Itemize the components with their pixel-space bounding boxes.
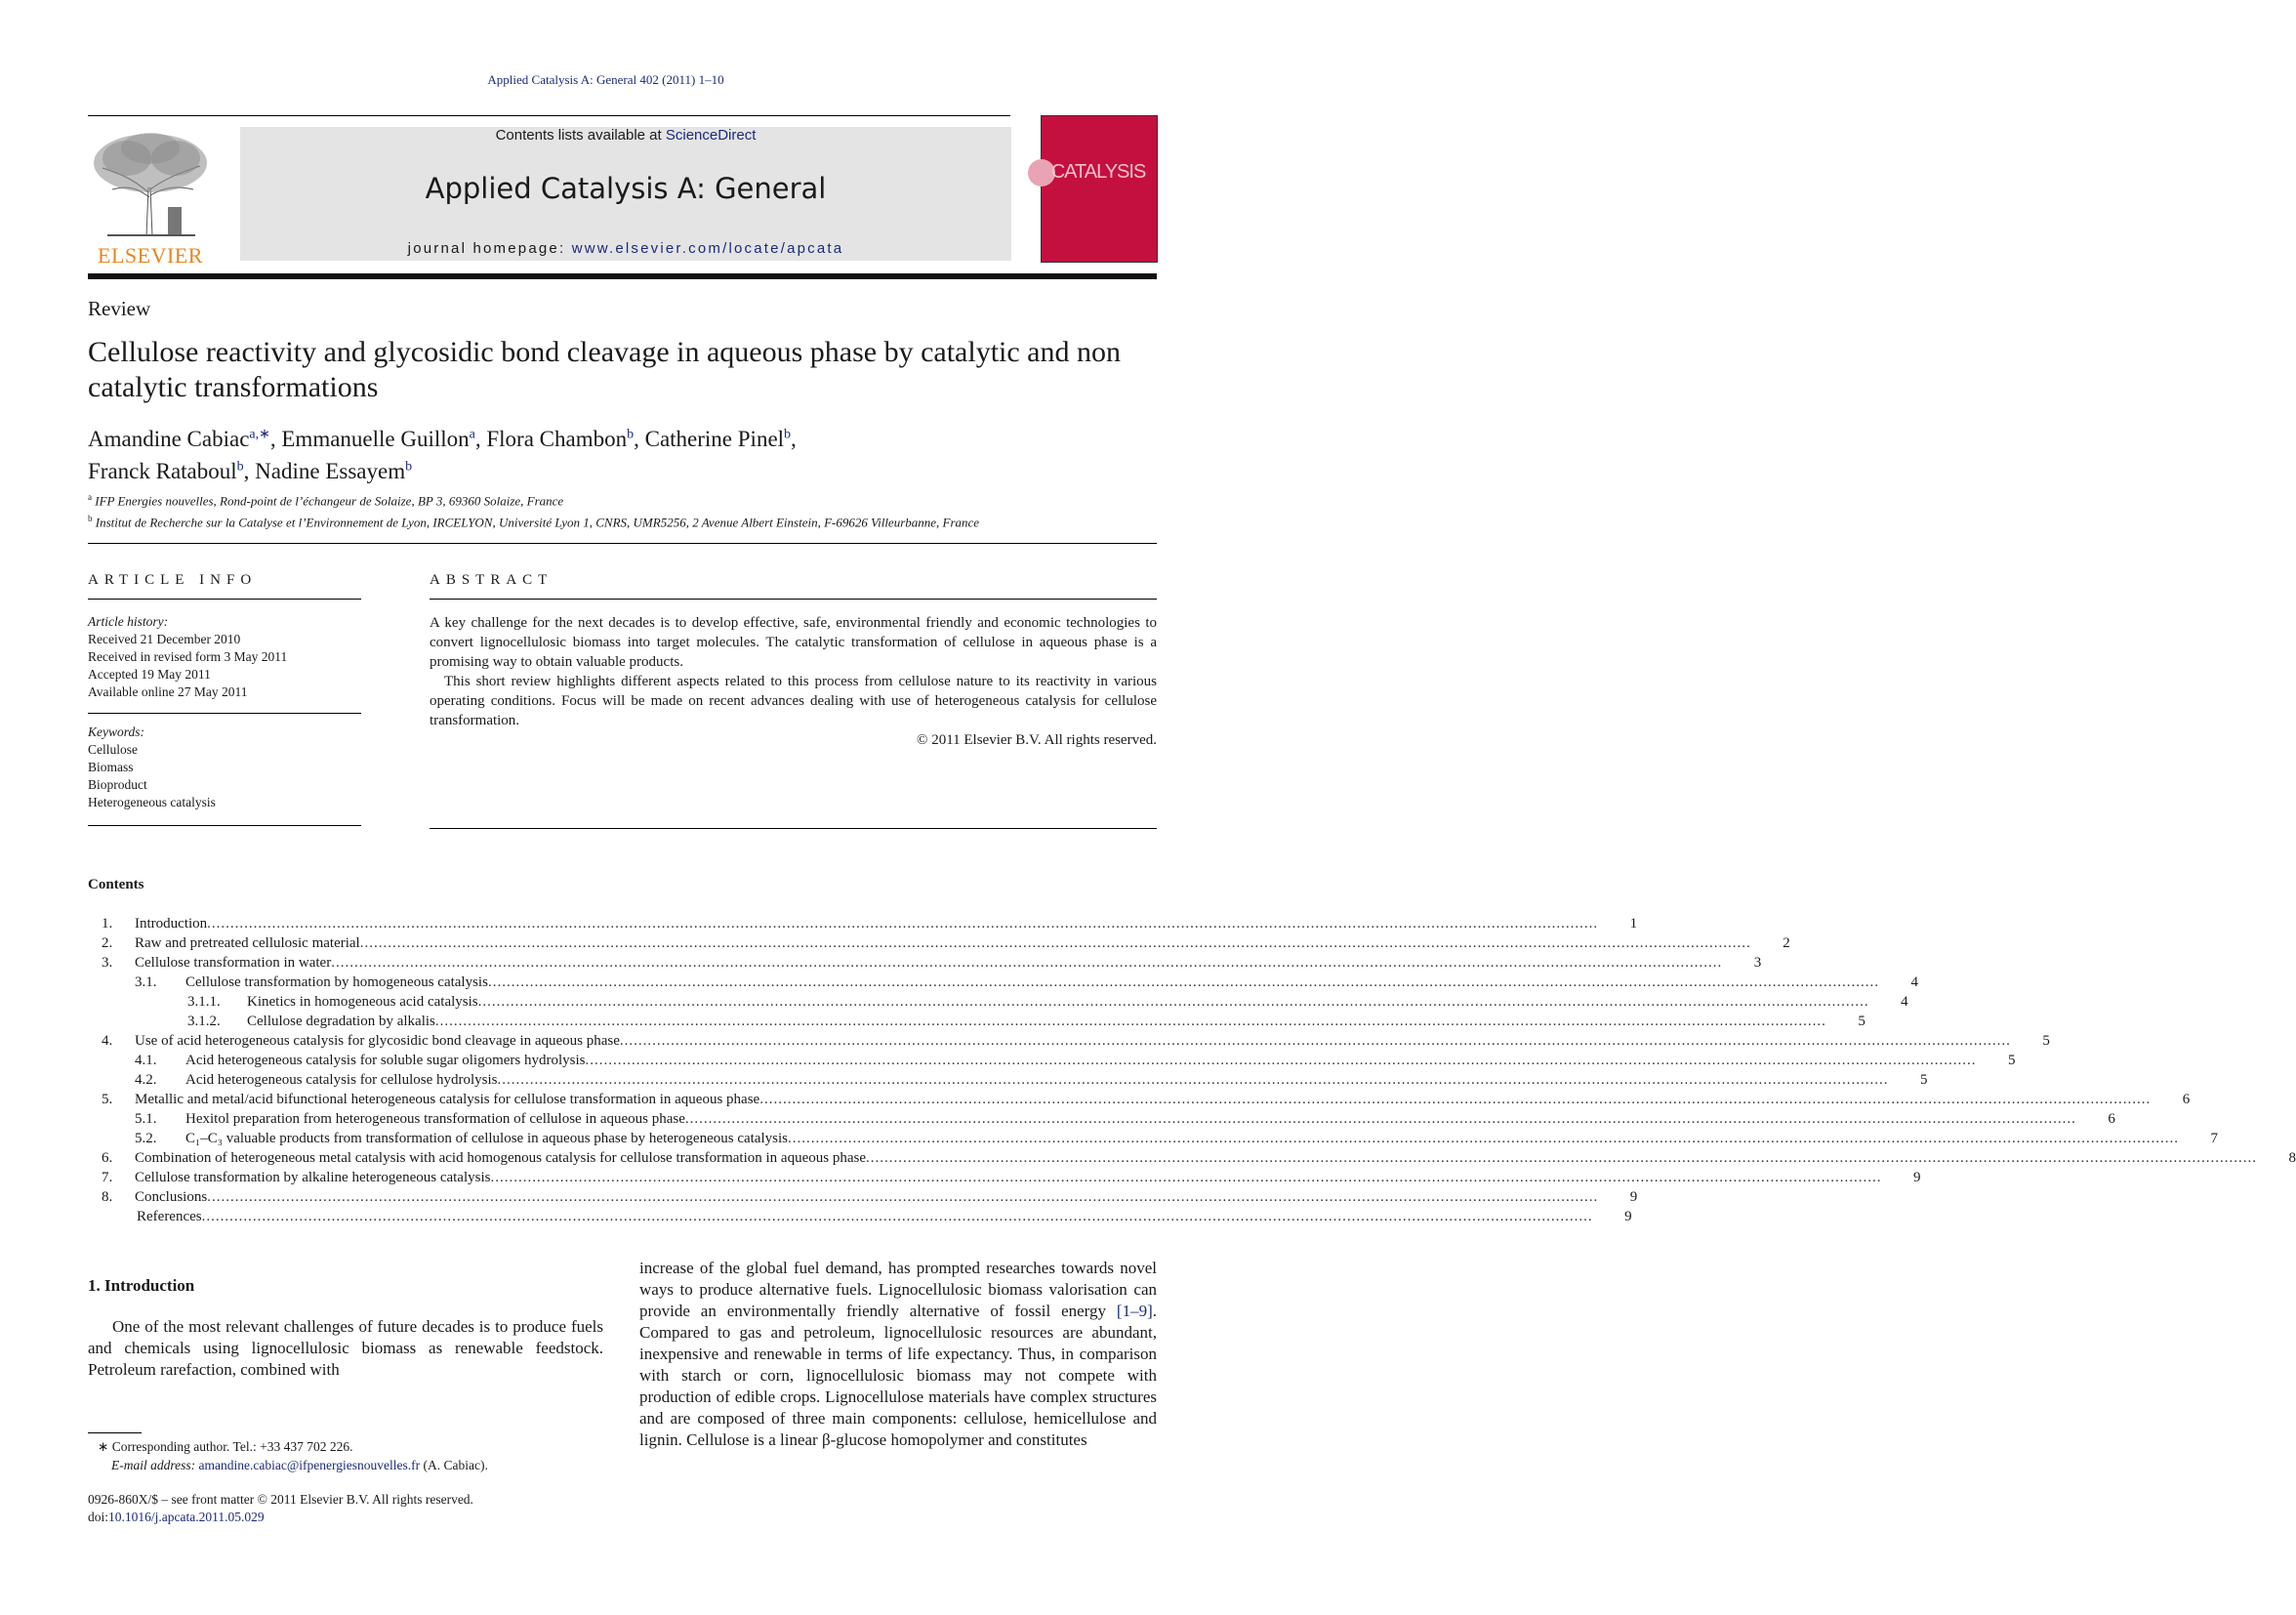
toc-number: 3.1.1. <box>187 994 221 1010</box>
toc-page: 5 <box>2008 1053 2016 1068</box>
toc-title: Introduction <box>135 916 208 932</box>
toc-entry[interactable] <box>88 1092 2191 1111</box>
table-of-contents <box>88 916 2296 1228</box>
toc-page: 5 <box>1920 1072 1928 1088</box>
toc-leader: ............................................................................................................................................................................................................................................................................................................ <box>497 1072 1889 1088</box>
journal-title: Applied Catalysis A: General <box>425 172 827 205</box>
footnote-email: E-mail address: amandine.cabiac@ifpenergiesnouvelles.fr (A. Cabiac). <box>111 1458 488 1472</box>
author: Nadine Essayem$^b$ <box>255 459 413 484</box>
journal-cover-image[interactable] <box>1041 115 1158 263</box>
author-affiliation-link[interactable]: a <box>469 427 475 441</box>
section-heading: 1. Introduction <box>88 1276 195 1295</box>
keyword: Biomass <box>88 760 134 774</box>
toc-page: 8 <box>2288 1150 2296 1166</box>
toc-leader: ............................................................................................................................................................................................................................................................................................................ <box>619 1033 2011 1049</box>
contents-availability <box>240 127 1011 144</box>
toc-entry[interactable] <box>88 935 1790 955</box>
toc-entry[interactable] <box>88 1170 1921 1189</box>
front-matter <box>88 1491 473 1526</box>
elsevier-logo[interactable] <box>88 129 213 266</box>
author: Catherine Pinel$^b$, <box>644 426 797 451</box>
abstract-body <box>430 613 1157 750</box>
toc-leader: ............................................................................................................................................................................................................................................................................................................ <box>585 1053 1977 1068</box>
history-label: Article history: <box>88 614 169 629</box>
toc-entry[interactable] <box>88 994 1908 1014</box>
toc-leader: ............................................................................................................................................................................................................................................................................................................ <box>865 1150 2257 1166</box>
toc-title: Conclusions <box>135 1189 208 1205</box>
toc-page: 7 <box>2210 1131 2218 1146</box>
keyword: Cellulose <box>88 742 138 757</box>
toc-leader: ............................................................................................................................................................................................................................................................................................................ <box>359 935 1751 951</box>
toc-page: 5 <box>1858 1014 1866 1029</box>
cover-title: CATALYSIS <box>1050 161 1146 183</box>
affiliation-b: $^b$ Institut de Recherche sur la Catalyse et l’Environnement de Lyon, IRCELYON, Université Lyon 1, CNRS, UMR5256, 2 Avenue Albert Einstein, F-69626 Villeurbanne, France <box>88 514 980 530</box>
toc-page: 9 <box>1912 1170 1921 1185</box>
toc-number: 8. <box>102 1189 113 1205</box>
doi-line: doi:10.1016/j.apcata.2011.05.029 <box>88 1510 265 1524</box>
toc-title: Acid heterogeneous catalysis for cellulose hydrolysis <box>185 1072 498 1088</box>
toc-page: 9 <box>1624 1209 1632 1224</box>
toc-entry[interactable] <box>88 974 1918 994</box>
toc-title: Cellulose transformation in water <box>135 955 332 971</box>
sciencedirect-link[interactable]: ScienceDirect <box>665 127 757 144</box>
toc-entry[interactable] <box>88 955 1762 974</box>
elsevier-tree-icon <box>88 129 213 238</box>
article-type: Review <box>88 297 151 320</box>
toc-entry[interactable] <box>88 1014 1866 1033</box>
toc-page: 4 <box>1910 974 1918 990</box>
toc-entry[interactable] <box>88 1189 1638 1209</box>
header-rule <box>88 115 1010 116</box>
divider <box>88 599 361 600</box>
toc-number: 6. <box>102 1150 113 1166</box>
journal-citation[interactable]: Applied Catalysis A: General 402 (2011) 1–10 <box>487 72 724 87</box>
keyword: Heterogeneous catalysis <box>88 795 216 809</box>
toc-page: 6 <box>2108 1111 2115 1127</box>
keywords-label: Keywords: <box>88 725 144 739</box>
journal-banner <box>240 127 1011 261</box>
doi-link[interactable]: 10.1016/j.apcata.2011.05.029 <box>108 1510 265 1524</box>
toc-leader: ............................................................................................................................................................................................................................................................................................................ <box>759 1092 2152 1107</box>
history-item: Available online 27 May 2011 <box>88 684 248 699</box>
author: Emmanuelle Guillon$^a$, <box>281 426 487 451</box>
toc-title: Use of acid heterogeneous catalysis for glycosidic bond cleavage in aqueous phase <box>135 1033 620 1049</box>
toc-title: Metallic and metal/acid bifunctional heterogeneous catalysis for cellulose transformation in aqueous phase <box>135 1092 760 1107</box>
toc-title: Combination of heterogeneous metal catalysis with acid homogenous catalysis for cellulose transformation in aqueous phase <box>135 1150 866 1166</box>
author: Amandine Cabiac$^{a,∗}$, <box>88 426 282 451</box>
toc-page: 6 <box>2182 1092 2191 1107</box>
reference-link[interactable]: [1–9] <box>1116 1302 1153 1320</box>
toc-title: Cellulose transformation by alkaline heterogeneous catalysis <box>135 1170 491 1185</box>
toc-number: 1. <box>102 916 113 932</box>
body-paragraph: increase of the global fuel demand, has prompted researches towards novel ways to produce alternative fuels. Lignocellulosic biomass valorisation can provide an environmentally friendly alternative of fossil energy [1–9]. Compared to gas and petroleum, lignocellulosic resources are abundant, inexpensive and renewable in terms of life expectancy. Thus, in comparison with starch or corn, lignocellulosic biomass may not compete with production of edible crops. Lignocellulose materials have complex structures and are composed of three main components: cellulose, hemicellulose and lignin. Cellulose is a linear β-glucose homopolymer and constitutes <box>639 1259 1157 1449</box>
toc-page: 9 <box>1629 1189 1638 1205</box>
toc-title: Cellulose degradation by alkalis <box>247 1014 435 1029</box>
toc-entry[interactable] <box>88 1209 1632 1228</box>
divider <box>430 599 1157 600</box>
contents-heading: Contents <box>88 877 144 892</box>
author: Flora Chambon$^b$, <box>486 426 645 451</box>
toc-entry[interactable] <box>88 1111 2115 1131</box>
toc-page: 2 <box>1783 935 1790 951</box>
homepage-prefix: journal homepage: <box>407 240 572 257</box>
toc-number: 4.1. <box>135 1053 157 1068</box>
toc-number: 5.1. <box>135 1111 157 1127</box>
toc-entry[interactable] <box>88 1131 2218 1150</box>
toc-title: Cellulose transformation by homogeneous catalysis <box>185 974 488 990</box>
toc-number: 2. <box>102 935 113 951</box>
toc-entry[interactable] <box>88 916 1638 935</box>
toc-number: 5.2. <box>135 1131 157 1146</box>
toc-leader: ............................................................................................................................................................................................................................................................................................................ <box>201 1209 1593 1224</box>
email-link[interactable]: amandine.cabiac@ifpenergiesnouvelles.fr <box>198 1458 421 1472</box>
toc-leader: ............................................................................................................................................................................................................................................................................................................ <box>684 1111 2076 1127</box>
article-title: Cellulose reactivity and glycosidic bond cleavage in aqueous phase by catalytic and non catalytic transformations <box>88 336 1121 403</box>
toc-title: C₁–C₃ valuable products from transformation of cellulose in aqueous phase by heterogeneous catalysis <box>185 1131 788 1146</box>
toc-leader: ............................................................................................................................................................................................................................................................................................................ <box>207 1189 1599 1205</box>
abstract-paragraph: This short review highlights different aspects related to this process from cellulose nature to its reactivity in various operating conditions. Focus will be made on recent advances dealing with use of heterogeneous catalysis for cellulose transformation. <box>430 674 1157 728</box>
toc-entry[interactable] <box>88 1072 1928 1092</box>
toc-title: Raw and pretreated cellulosic material <box>135 935 360 951</box>
affiliations <box>88 488 1157 532</box>
toc-leader: ............................................................................................................................................................................................................................................................................................................ <box>434 1014 1826 1029</box>
toc-entry[interactable] <box>88 1053 2016 1072</box>
toc-title: Hexitol preparation from heterogeneous transformation of cellulose in aqueous phase <box>185 1111 685 1127</box>
divider <box>88 543 1157 544</box>
affiliation-a: $^a$ IFP Energies nouvelles, Rond-point de l’échangeur de Solaize, BP 3, 69360 Solaize, France <box>88 492 564 509</box>
elsevier-wordmark: ELSEVIER <box>98 243 203 268</box>
toc-leader: ............................................................................................................................................................................................................................................................................................................ <box>207 916 1599 932</box>
toc-page: 5 <box>2042 1033 2050 1049</box>
abstract-heading: ABSTRACT <box>430 572 554 588</box>
article-info <box>88 613 361 826</box>
body-paragraph: One of the most relevant challenges of future decades is to produce fuels and chemicals using lignocellulosic biomass as renewable feedstock. Petroleum rarefaction, combined with <box>88 1317 603 1379</box>
toc-leader: ............................................................................................................................................................................................................................................................................................................ <box>331 955 1723 971</box>
article-info-heading: ARTICLE INFO <box>88 572 258 588</box>
toc-leader: ............................................................................................................................................................................................................................................................................................................ <box>787 1131 2179 1146</box>
toc-title: Acid heterogeneous catalysis for soluble sugar oligomers hydrolysis <box>185 1053 586 1068</box>
toc-page: 4 <box>1901 994 1908 1010</box>
author-affiliation-link[interactable]: b <box>405 459 413 475</box>
header-thick-rule <box>88 273 1157 279</box>
divider <box>88 713 361 714</box>
history-item: Received 21 December 2010 <box>88 632 241 646</box>
author-affiliation-link[interactable]: b <box>784 427 792 441</box>
history-item: Received in revised form 3 May 2011 <box>88 649 288 664</box>
issn-line: 0926-860X/$ – see front matter © 2011 Elsevier B.V. All rights reserved. <box>88 1492 473 1507</box>
divider <box>88 825 361 826</box>
abstract-copyright: © 2011 Elsevier B.V. All rights reserved. <box>917 732 1157 748</box>
journal-homepage <box>240 240 1011 257</box>
toc-number: 3.1.2. <box>187 1014 221 1029</box>
abstract-paragraph: A key challenge for the next decades is to develop effective, safe, environmental friendly and economic technologies to convert lignocellulosic biomass into target molecules. The catalytic transformation of cellulose in aqueous phase is a promising way to obtain valuable products. <box>430 615 1157 670</box>
toc-number: 3. <box>102 955 113 971</box>
footnote-rule <box>88 1432 142 1433</box>
toc-number: 3.1. <box>135 974 157 990</box>
homepage-link[interactable]: www.elsevier.com/locate/apcata <box>571 240 844 257</box>
footnote <box>88 1437 615 1474</box>
author-affiliation-link[interactable]: a,∗ <box>249 427 270 441</box>
toc-page: 1 <box>1629 916 1638 932</box>
toc-number: 4.2. <box>135 1072 157 1088</box>
toc-page: 3 <box>1753 955 1762 971</box>
toc-entry[interactable] <box>88 1150 2296 1170</box>
history-item: Accepted 19 May 2011 <box>88 667 211 682</box>
toc-title: References <box>137 1209 202 1224</box>
toc-number: 7. <box>102 1170 113 1185</box>
toc-leader: ............................................................................................................................................................................................................................................................................................................ <box>487 974 1879 990</box>
author: Franck Rataboul$^b$, <box>88 459 256 484</box>
author-affiliation-link[interactable]: b <box>627 427 635 441</box>
toc-entry[interactable] <box>88 1033 2050 1053</box>
toc-leader: ............................................................................................................................................................................................................................................................................................................ <box>477 994 1869 1010</box>
keyword: Bioproduct <box>88 777 147 792</box>
toc-leader: ............................................................................................................................................................................................................................................................................................................ <box>490 1170 1882 1185</box>
divider <box>430 828 1157 829</box>
footnote-corresponding: ∗ Corresponding author. Tel.: +33 437 702 226. <box>98 1439 353 1454</box>
toc-number: 4. <box>102 1033 113 1049</box>
author-affiliation-link[interactable]: b <box>236 459 244 475</box>
toc-title: Kinetics in homogeneous acid catalysis <box>247 994 478 1010</box>
author-list <box>88 420 1157 485</box>
toc-number: 5. <box>102 1092 113 1107</box>
contents-prefix: Contents lists available at <box>495 127 666 144</box>
